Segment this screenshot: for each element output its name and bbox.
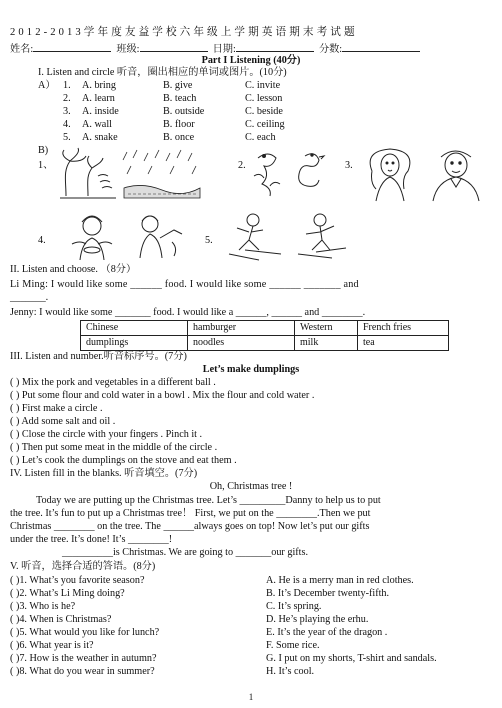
option-c[interactable]: C. each [245,132,276,143]
list-item[interactable]: ( ) Mix the pork and vegetables in a different ball . [10,377,216,388]
question-item[interactable]: ( )5. What would you like for lunch? [10,627,160,638]
pic-wind-trees-illustration[interactable] [58,146,118,202]
part1-title: Part I Listening (40分) [201,55,301,66]
table-cell[interactable]: French fries [358,321,449,336]
score-blank[interactable] [342,42,420,52]
section3-heading: III. Listen and number.听音标序号。(7分) [10,351,187,362]
section4-paragraph-line: __________is Christmas. We are going to _______our gifts. [62,547,309,558]
table-cell[interactable]: hamburger [188,321,295,336]
table-cell[interactable]: noodles [188,336,295,351]
option-a[interactable]: A. bring [82,80,116,91]
section1-heading: I. Listen and circle 听音，圈出相应的单词或图片。(10分) [38,67,287,78]
option-a[interactable]: A. inside [82,106,119,117]
section2-line2: Jenny: I would like some _______ food. I would like a ______, ______ and ________. [10,307,366,318]
answer-item: D. He’s playing the erhu. [266,614,369,625]
food-options-table [80,320,449,351]
table-cell[interactable]: dumplings [81,336,188,351]
page-number: 1 [248,692,254,702]
section4-paragraph-line: under the tree. It’s done! It’s ________! [10,534,173,545]
option-c[interactable]: C. lesson [245,93,283,104]
row-num: 1. [63,80,71,91]
section4-subtitle: Oh, Christmas tree ! [209,481,293,492]
question-item[interactable]: ( )1. What’s you favorite season? [10,575,145,586]
class-blank[interactable] [140,42,208,52]
answer-item: F. Some rice. [266,640,320,651]
answer-item: H. It’s cool. [266,666,315,677]
exam-title: 2012-2013学年度友益学校六年级上学期英语期末考试题 [10,27,358,38]
answer-item: G. I put on my shorts, T-shirt and sandals. [266,653,437,664]
pic-num-5: 5. [205,235,213,246]
option-a[interactable]: A. wall [82,119,112,130]
table-row [81,321,449,336]
section4-heading: IV. Listen fill in the blanks. 听音填空。(7分) [10,468,198,479]
date-label: 日期: [212,44,236,55]
section4-paragraph-line: Today we are putting up the Christmas tree. Let’s _________Danny to help us to put [36,495,381,506]
section2-line1b: _______. [10,292,49,303]
option-c[interactable]: C. ceiling [245,119,285,130]
pic-man-illustration[interactable] [425,143,487,203]
list-item[interactable]: ( ) Put some flour and cold water in a bowl . Mix the flour and cold water . [10,390,315,401]
answer-item: B. It’s December twenty-fifth. [266,588,390,599]
table-cell[interactable]: tea [358,336,449,351]
pic-woman-illustration[interactable] [360,143,420,203]
pic-rain-scene-illustration[interactable] [122,148,202,202]
row-num: 5. [63,132,71,143]
question-item[interactable]: ( )3. Who is he? [10,601,76,612]
table-cell[interactable]: Chinese [81,321,188,336]
option-b[interactable]: B. teach [163,93,197,104]
pic-dragon-snake-illustration[interactable] [250,146,330,202]
date-blank[interactable] [236,42,314,52]
question-item[interactable]: ( )4. When is Christmas? [10,614,112,625]
answer-item: C. It’s spring. [266,601,322,612]
question-item[interactable]: ( )6. What year is it? [10,640,94,651]
table-cell[interactable]: milk [295,336,358,351]
list-item[interactable]: ( ) Then put some meat in the middle of the circle . [10,442,218,453]
option-b[interactable]: B. once [163,132,195,143]
pic-child-eating-illustration[interactable] [62,212,124,262]
option-b[interactable]: B. floor [163,119,195,130]
pic-num-4: 4. [38,235,46,246]
row-num: 4. [63,119,71,130]
student-info-line [10,42,420,56]
class-label: 班级: [116,44,140,55]
table-row [81,336,449,351]
question-item[interactable]: ( )7. How is the weather in autumn? [10,653,157,664]
pic-num-1: 1、 [38,160,54,171]
pic-skier-2-illustration[interactable] [290,210,350,262]
section4-paragraph-line: the tree. It’s fun to put up a Christmas tree！ First, we put on the ________.Then we put [10,508,371,519]
name-blank[interactable] [33,42,111,52]
pic-child-playing-illustration[interactable] [128,212,188,262]
table-cell[interactable]: Western [295,321,358,336]
option-b[interactable]: B. outside [163,106,205,117]
question-item[interactable]: ( )2. What’s Li Ming doing? [10,588,125,599]
answer-item: E. It’s the year of the dragon . [266,627,388,638]
option-c[interactable]: C. invite [245,80,281,91]
pic-num-2: 2. [238,160,246,171]
list-item[interactable]: ( ) Close the circle with your fingers . Pinch it . [10,429,203,440]
name-label: 姓名: [10,44,34,55]
list-item[interactable]: ( ) First make a circle . [10,403,103,414]
option-c[interactable]: C. beside [245,106,283,117]
section2-heading: II. Listen and choose. （8分） [10,264,137,275]
row-num: 3. [63,106,71,117]
answer-item: A. He is a merry man in red clothes. [266,575,414,586]
section1-sub-b: B) [38,145,49,156]
section5-heading: V. 听音，选择合适的答语。(8分) [10,561,156,572]
section1-sub-a: A） [38,80,56,91]
list-item[interactable]: ( ) Add some salt and oil . [10,416,116,427]
section3-subtitle: Let’s make dumplings [202,364,300,375]
section4-paragraph-line: Christmas ________ on the tree. The ______always goes on top! Now let’s put our gifts [10,521,370,532]
section2-line1: Li Ming: I would like some ______ food. I would like some ______ _______ and [10,279,359,290]
list-item[interactable]: ( ) Let’s cook the dumplings on the stove and eat them . [10,455,237,466]
score-label: 分数: [318,44,343,55]
option-a[interactable]: A. snake [82,132,118,143]
pic-num-3: 3. [345,160,353,171]
option-a[interactable]: A. learn [82,93,115,104]
question-item[interactable]: ( )8. What do you wear in summer? [10,666,155,677]
option-b[interactable]: B. give [163,80,193,91]
pic-skier-1-illustration[interactable] [225,210,285,262]
row-num: 2. [63,93,71,104]
